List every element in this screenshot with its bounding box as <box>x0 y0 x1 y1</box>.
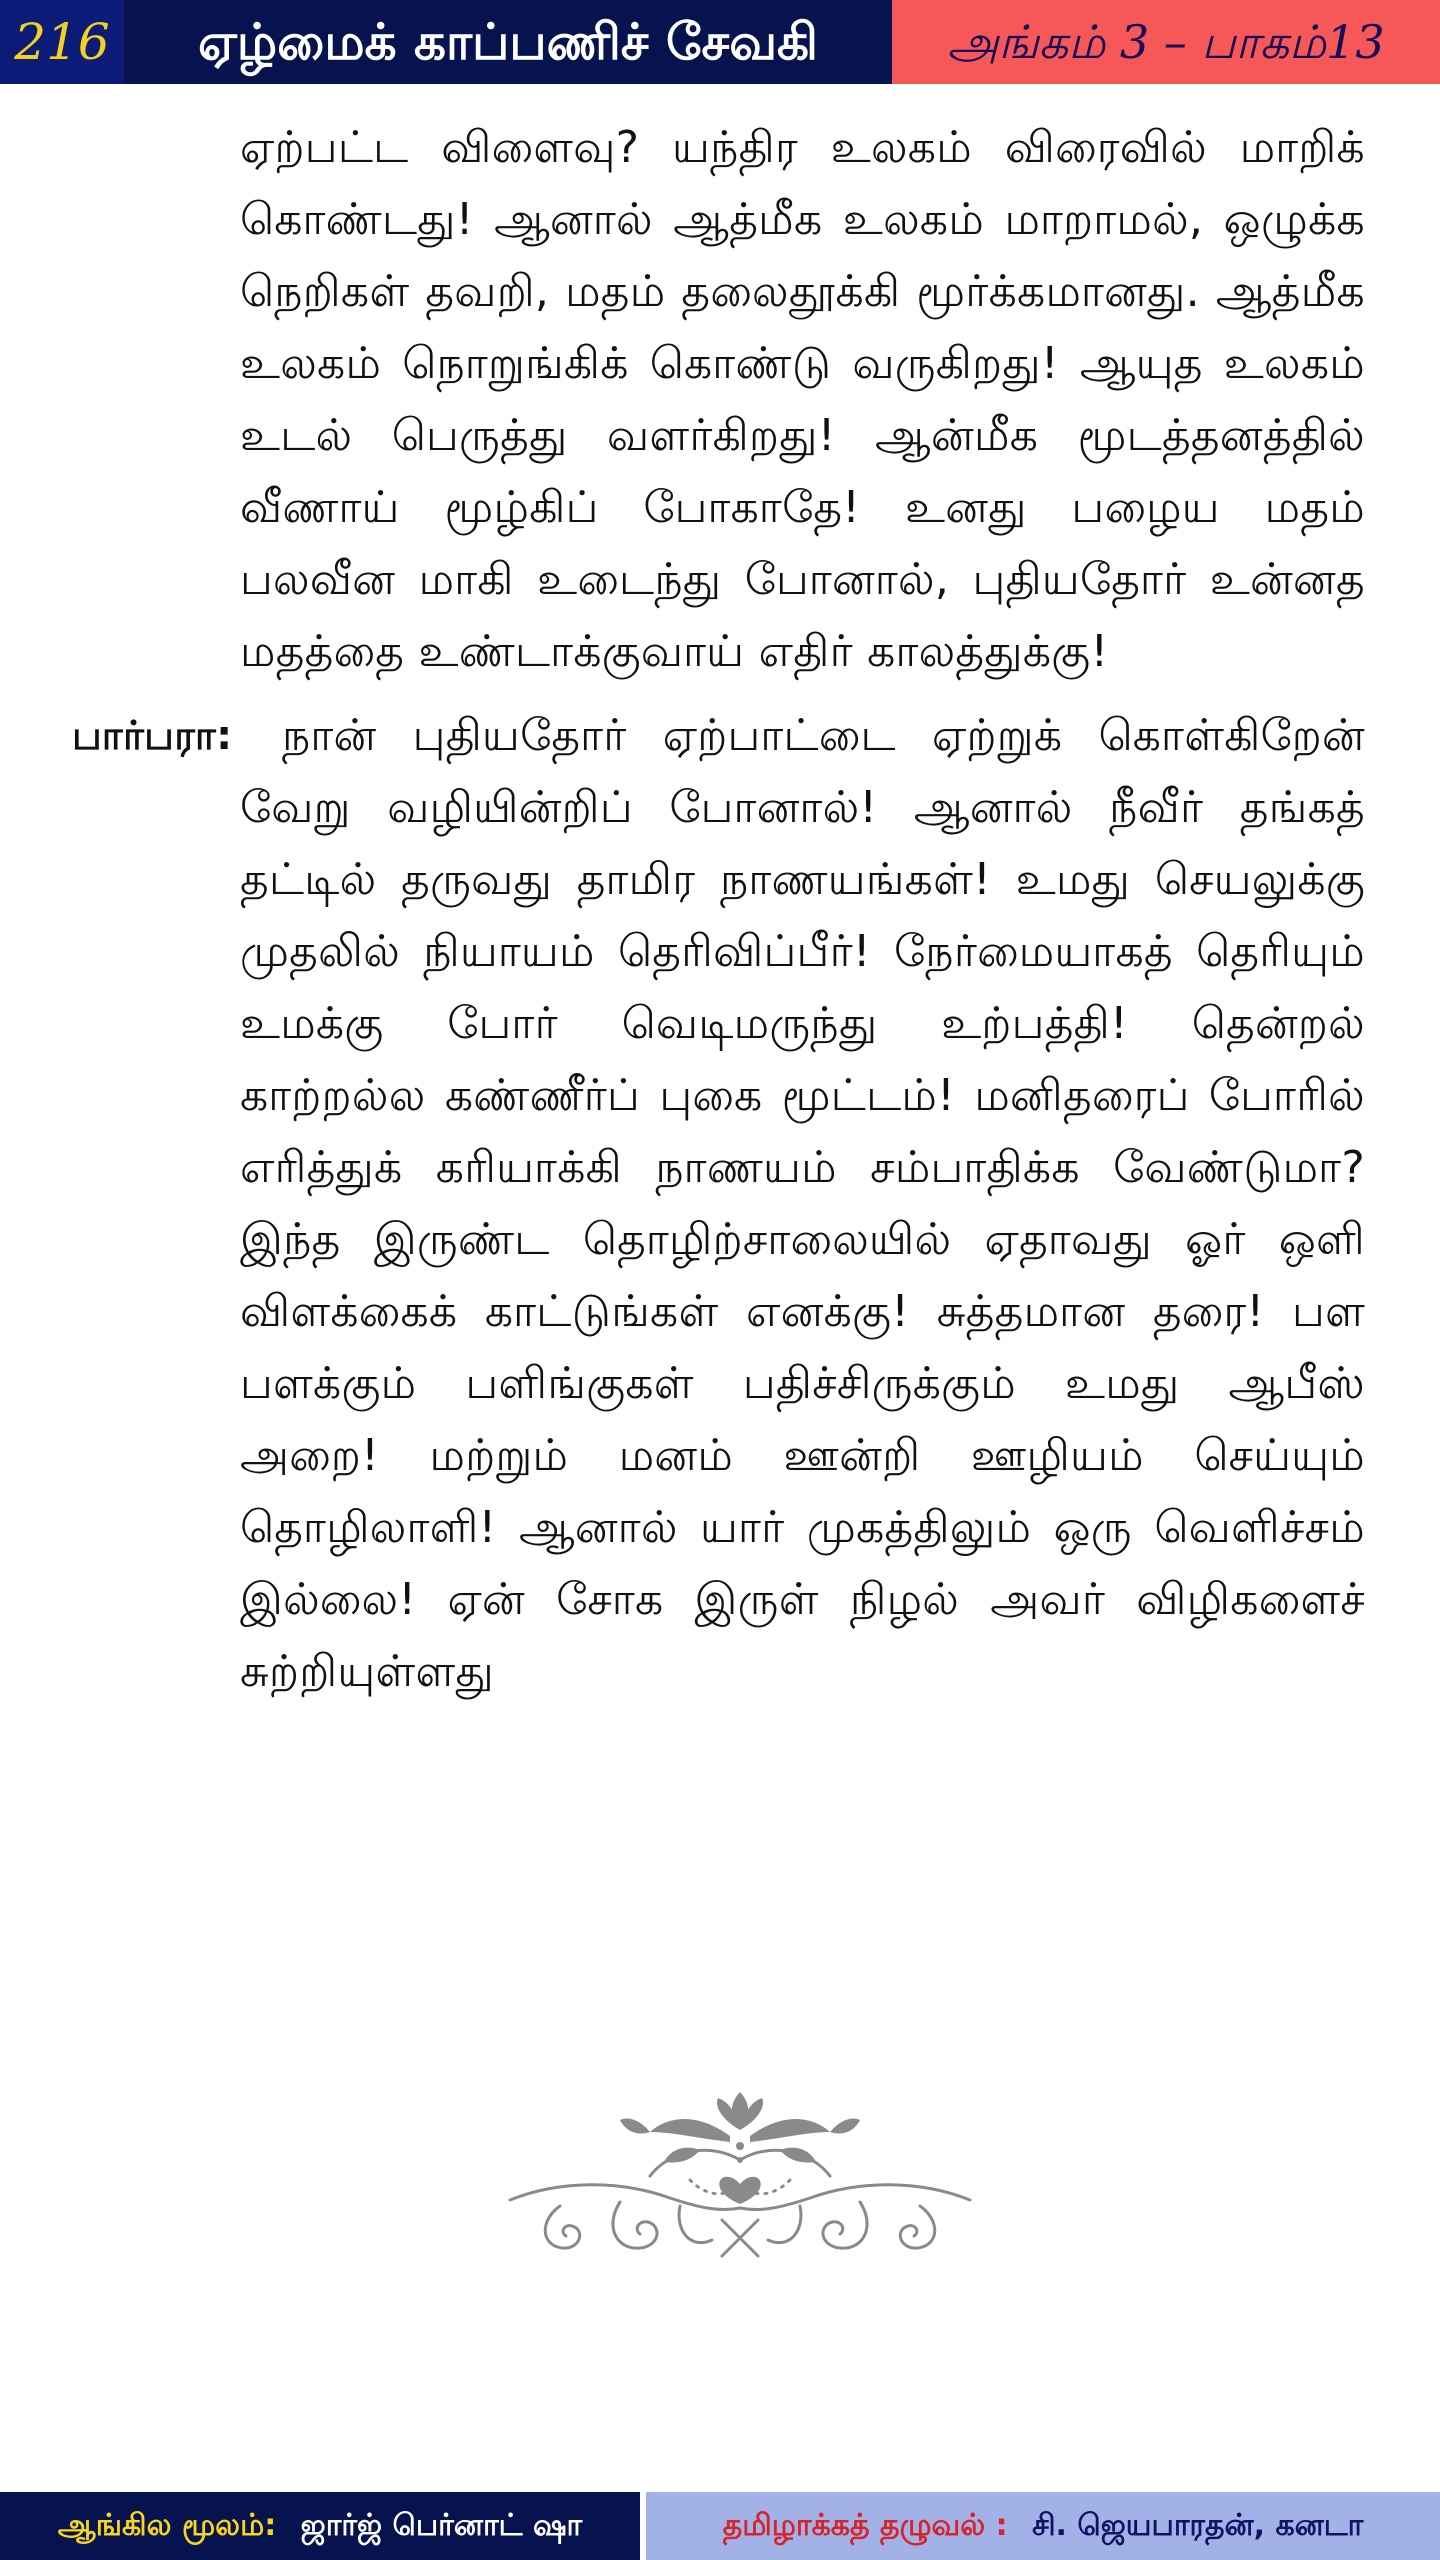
source-credit <box>0 2492 640 2560</box>
speaker-name: பார்பரா: <box>72 713 233 759</box>
dialogue-text: நான் புதியதோர் ஏற்பாட்டை ஏற்றுக் கொள்கிறேன் வேறு வழியின்றிப் போனால்! ஆனால் நீவீர் தங்கத் தட்டில் தருவது தாமிர நாணயங்கள்! உமது செயலுக்கு முதலில் நியாயம் தெரிவிப்பீர்! நேர்மையாகத் தெரியும் உமக்கு போர் வெடிமருந்து உற்பத்தி! தென்றல் காற்றல்ல கண்ணீர்ப் புகை மூட்டம்! மனிதரைப் போரில் எரித்துக் கரியாக்கி நாணயம் சம்பாதிக்க வேண்டுமா? இந்த இருண்ட தொழிற்சாலையில் ஏதாவது ஓர் ஒளி விளக்கைக் காட்டுங்கள் எனக்கு! சுத்தமான தரை! பள பளக்கும் பளிங்குகள் பதிச்சிருக்கும் உமது ஆபீஸ் அறை! மற்றும் மனம் ஊன்றி ஊழியம் செய்யும் தொழிலாளி! ஆனால் யார் முகத்திலும் ஒரு வெளிச்சம் இல்லை! ஏன் சோக இருள் நிழல் அவர் விழிகளைச் சுற்றியுள்ளது <box>240 710 1366 1697</box>
book-title: ஏழ்மைக் காப்பணிச் சேவகி <box>124 0 892 84</box>
translator-label: தமிழாக்கத் தழுவல் : <box>722 2508 1008 2543</box>
translator-value: சி. ஜெயபாரதன், கனடா <box>1032 2508 1364 2543</box>
source-value: ஜார்ஜ் பெர்னாட் ஷா <box>300 2508 583 2543</box>
narration-paragraph: ஏற்பட்ட விளைவு? யந்திர உலகம் விரைவில் மாறிக் கொண்டது! ஆனால் ஆத்மீக உலகம் மாறாமல், ஒழுக்க நெறிகள் தவறி, மதம் தலைதூக்கி மூர்க்கமானது. ஆத்மீக உலகம் நொறுங்கிக் கொண்டு வருகிறது! ஆயுத உலகம் உடல் பெருத்து வளர்கிறது! ஆன்மீக மூடத்தனத்தில் வீணாய் மூழ்கிப் போகாதே! உனது பழைய மதம் பலவீன மாகி உடைந்து போனால், புதியதோர் உன்னத மதத்தை உண்டாக்குவாய் எதிர் காலத்துக்கு! <box>240 122 1365 677</box>
section-label: அங்கம் 3 – பாகம்13 <box>892 0 1440 84</box>
dialogue-block <box>0 700 1440 1708</box>
source-label: ஆங்கில மூலம்: <box>57 2508 277 2543</box>
floral-flourish-icon <box>500 2080 980 2280</box>
page-number: 216 <box>0 0 124 84</box>
page-header <box>0 0 1440 84</box>
translator-credit <box>646 2492 1440 2560</box>
page-footer <box>0 2492 1440 2560</box>
page-content <box>0 112 1440 1708</box>
